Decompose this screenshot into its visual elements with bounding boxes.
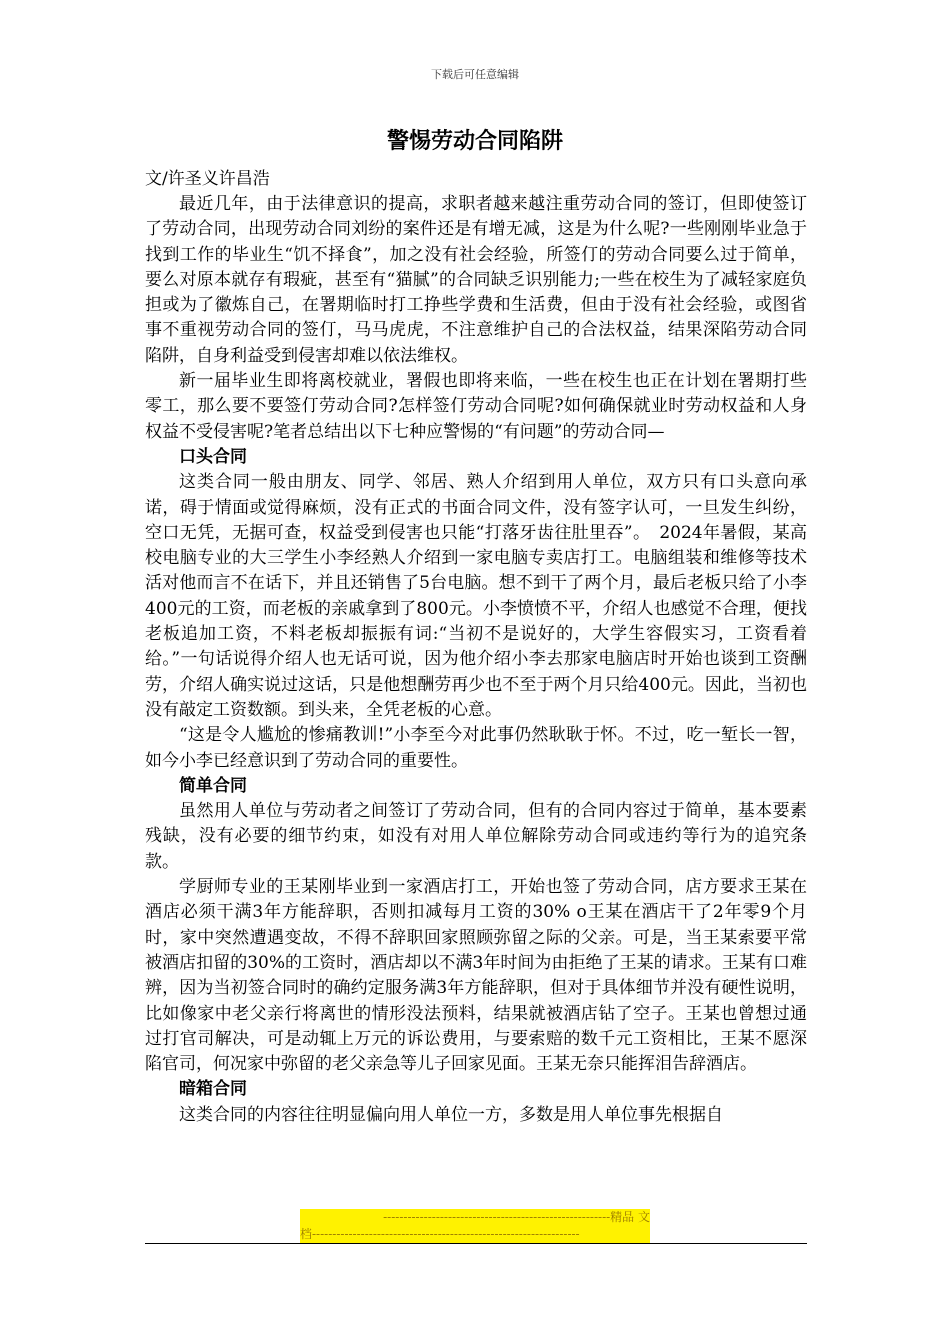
footer-divider: [145, 1243, 807, 1244]
section-paragraph: “这是令人尴尬的惨痛教训!”小李至今对此事仍然耿耿于怀。不过，吃一堑长一智，如今小李已经意识到了劳动合同的重要性。: [145, 725, 807, 771]
footer-watermark: [300, 1209, 650, 1243]
footer-watermark-line: --------------------------------------------------------精品 文: [383, 1210, 650, 1224]
intro-paragraph-1: 最近几年，由于法律意识的提高，求职者越来越注重劳动合同的签订，但即使签订了劳动合同，出现劳动合同刘纷的案件还是有增无减，这是为什么呢?一些刚刚毕业急于找到工作的毕业生“饥不择食”，加之没有社会经验，所签仃的劳动合同要么过于简单，要么对原本就存有瑕疵，甚至有“猫腻”的合同缺乏识别能力;一些在校生为了减轻家庭负担或为了徽炼自己，在署期临时打工挣些学费和生活费，但由于没有社会经验，或图省事不重视劳动合同的签仃，马马虎虎，不注意维护自己的合法权益，结果深陷劳动合同陷阱，自身利益受到侵害却难以依法维权。: [145, 194, 807, 366]
article-title: 警惕劳动合同陷阱: [386, 129, 563, 154]
intro-paragraph-2: 新一届毕业生即将离校就业，署假也即将来临，一些在校生也正在计划在署期打些零工，那么要不要签仃劳动合同?怎样签仃劳动合同呢?如何确保就业时劳动权益和人身权益不受侵害呢?笔者总结出以下七种应警惕的“有问题”的劳动合同—: [145, 371, 807, 442]
section-paragraph: 这类合同的内容往往明显偏向用人单位一方，多数是用人单位事先根据自: [179, 1104, 723, 1125]
section-heading-oral-contract: 口头合同: [179, 446, 247, 467]
byline: 文/许圣义许昌浩: [145, 169, 270, 189]
section-heading-simple-contract: 简单合同: [179, 775, 247, 796]
section-paragraph: 这类合同一般由朋友、同学、邻居、熟人介绍到用人单位，双方只有口头意向承诺，碍于情面或觉得麻烦，没有正式的书面合同文件，没有签字认可，一旦发生纠纷，空口无凭，无据可查，权益受到侵害也只能“打落牙齿往肚里吞”。 2024年暑假，某高校电脑专业的大三学生小李经熟人介绍到一家电脑专卖店打工。电脑组装和维修等技术活对他而言不在话下，并且还销售了5台电脑。想不到干了两个月，最后老板只给了小李400元的工资，而老板的亲戚拿到了800元。小李愤愤不平，介绍人也感觉不合理，便找老板追加工资，不料老板却振振有词:“当初不是说好的，大学生容假实习，工资看着给。”一句话说得介绍人也无话可说，因为他介绍小李去那家电脑店时开始也谈到工资酬劳，介绍人确实说过这话，只是他想酬劳再少也不至于两个月只给400元。因此，当初也没有敲定工资数额。到头来，全凭老板的心意。: [145, 472, 807, 720]
header-note: 下载后可任意编辑: [431, 68, 519, 81]
section-paragraph: 学厨师专业的王某刚毕业到一家酒店打工，开始也签了劳动合同，店方要求王某在酒店必须干满3年方能辞职，否则扣减每月工资的30% o王某在酒店干了2年零9个月时，家中突然遭遇变故，不得不辞职回家照顾弥留之际的父亲。可是，当王某索要平常被酒店扣留的30%的工资时，酒店却以不满3年时间为由拒绝了王某的请求。王某有口难辨，因为当初签合同时的确约定服务满3年方能辞职，但对于具体细节并没有硬性说明，比如像家中老父亲行将离世的情形没法预料，结果就被酒店钻了空子。王某也曾想过通过打官司解决，可是动辄上万元的诉讼费用，与要索赔的数千元工资相比，王某不愿深陷官司，何况家中弥留的老父亲急等儿子回家见面。王某无奈只能挥泪告辞酒店。: [145, 877, 807, 1075]
section-paragraph: 虽然用人单位与劳动者之间签订了劳动合同，但有的合同内容过于简单，基本要素残缺，没有必要的细节约束，如没有对用人单位解除劳动合同或违约等行为的追究条款。: [145, 801, 807, 872]
section-heading-blackbox-contract: 暗箱合同: [179, 1079, 247, 1100]
article-body: [145, 167, 807, 1128]
footer-watermark-line: 档------------------------------------------------------------------: [300, 1227, 580, 1241]
